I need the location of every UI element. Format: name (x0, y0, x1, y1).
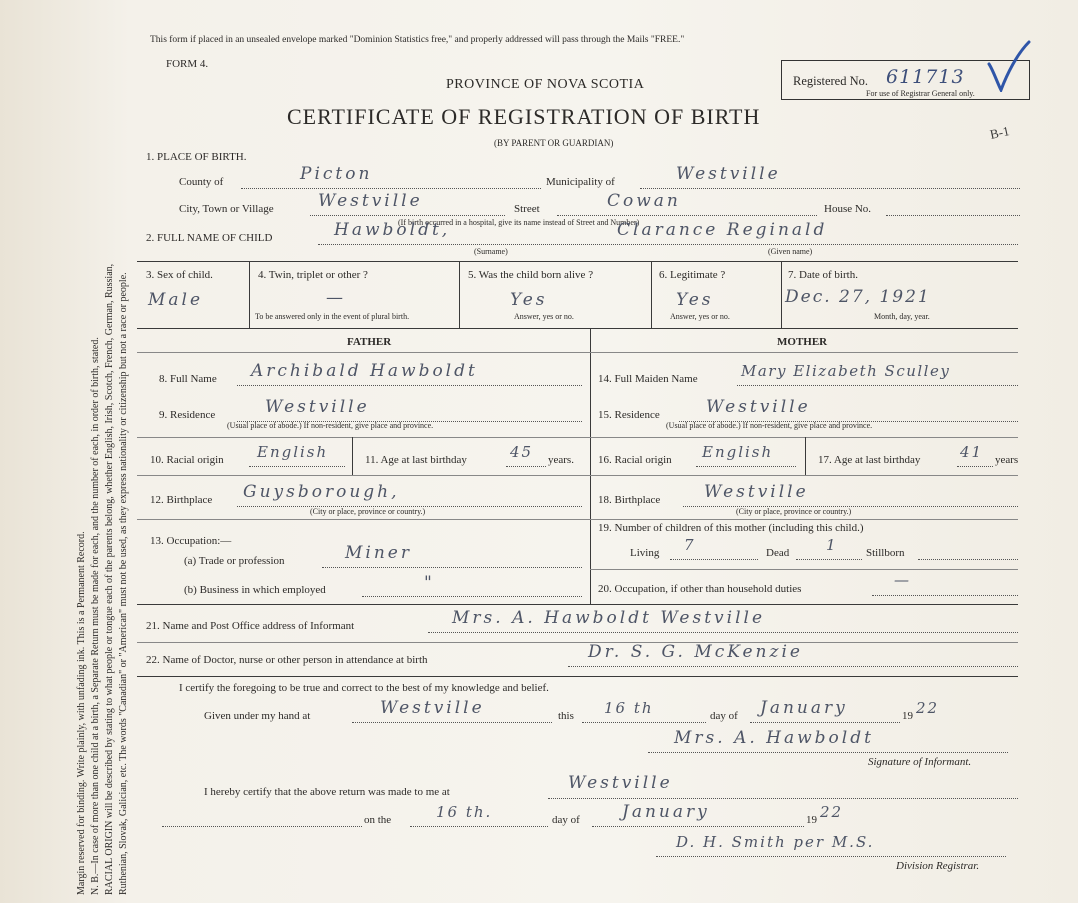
trade-value: Miner (345, 543, 412, 563)
twin-note: To be answered only in the event of plural birth. (255, 312, 410, 321)
date-of-birth-label: 7. Date of birth. (788, 269, 858, 281)
dead-label: Dead (766, 547, 790, 559)
sex-label: 3. Sex of child. (146, 269, 213, 281)
father-residence-note: (Usual place of abode.) If non-resident, give place and province. (227, 421, 434, 430)
mother-racial-value: English (702, 443, 774, 461)
father-age-label: 11. Age at last birthday (365, 454, 467, 466)
registered-number: 611713 (886, 66, 965, 88)
house-label: House No. (824, 203, 872, 215)
father-years-label: years. (548, 454, 574, 466)
mother-residence-note: (Usual place of abode.) If non-resident, give place and province. (666, 421, 873, 430)
alive-note: Answer, yes or no. (514, 312, 574, 321)
given-year-value: 22 (916, 699, 940, 717)
living-label: Living (630, 547, 660, 559)
twin-value: — (326, 288, 346, 308)
child-surname: Hawboldt, (334, 220, 451, 240)
given-month-value: January (760, 698, 848, 718)
mother-age-label: 17. Age at last birthday (818, 454, 921, 466)
father-birthplace-label: 12. Birthplace (150, 494, 213, 506)
business-value: " (424, 573, 435, 593)
mother-residence-value: Westville (706, 397, 811, 417)
informant-signature-caption: Signature of Informant. (868, 756, 972, 768)
father-residence-label: 9. Residence (159, 409, 216, 421)
form-number: FORM 4. (166, 58, 209, 70)
registrar-day-of-label: day of (552, 814, 580, 826)
mother-years-label: years (995, 454, 1019, 466)
mother-occupation-label: 20. Occupation, if other than household duties (598, 583, 802, 595)
father-name-label: 8. Full Name (159, 373, 217, 385)
stillborn-label: Stillborn (866, 547, 905, 559)
father-birthplace-note: (City or place, province or country.) (310, 507, 426, 516)
registrar-year-value: 22 (820, 803, 844, 821)
margin-note-1: Margin reserved for binding. Write plainly, with unfading ink. This is a Permanent Record. (76, 531, 87, 895)
registrar-signature-caption: Division Registrar. (896, 860, 980, 872)
father-occupation-label: 13. Occupation:— (150, 535, 232, 547)
mother-name-label: 14. Full Maiden Name (598, 373, 698, 385)
registered-label: Registered No. (793, 74, 868, 88)
child-name-label: 2. FULL NAME OF CHILD (146, 232, 273, 244)
registrar-certify-label: I hereby certify that the above return was made to me at (204, 786, 450, 798)
page-title: CERTIFICATE OF REGISTRATION OF BIRTH (287, 104, 761, 129)
informant-signature: Mrs. A. Hawboldt (674, 728, 874, 748)
date-of-birth-value: Dec. 27, 1921 (785, 287, 931, 307)
margin-note-2: N. B.—In case of more than one child at a birth, a Separate Return must be made for each, and the number of each, in order of birth, stated. (90, 337, 101, 895)
city-value: Westville (318, 191, 423, 211)
hospital-note: (If birth occurred in a hospital, give its name instead of Street and Number) (398, 218, 640, 227)
father-name-value: Archibald Hawboldt (251, 361, 478, 381)
surname-caption: (Surname) (474, 247, 508, 256)
given-year-prefix: 19 (902, 710, 913, 722)
registrar-signature: D. H. Smith per M.S. (676, 833, 875, 851)
doctor-label: 22. Name of Doctor, nurse or other person in attendance at birth (146, 654, 428, 666)
municipality-label: Municipality of (546, 176, 615, 188)
given-day-of-label: day of (710, 710, 738, 722)
given-day-value: 16 th (604, 699, 654, 717)
registrar-month-value: January (622, 802, 710, 822)
given-place-value: Westville (380, 698, 485, 718)
trade-label: (a) Trade or profession (184, 555, 285, 567)
mother-name-value: Mary Elizabeth Sculley (741, 362, 951, 380)
mother-birthplace-label: 18. Birthplace (598, 494, 661, 506)
mother-residence-label: 15. Residence (598, 409, 660, 421)
certification-statement: I certify the foregoing to be true and correct to the best of my knowledge and belief. (179, 682, 549, 694)
mother-occupation-value: — (894, 571, 911, 589)
father-age-value: 45 (510, 443, 534, 461)
informant-value: Mrs. A. Hawboldt Westville (452, 608, 766, 628)
street-label: Street (514, 203, 540, 215)
page-subtitle: (BY PARENT OR GUARDIAN) (494, 138, 614, 148)
margin-note-4: Ruthenian, Slovak, Galician, etc. The words "Canadian" or "American" must not be used, as they express nationality or citizenship but not a race or people. (118, 272, 129, 895)
twin-label: 4. Twin, triplet or other ? (258, 269, 368, 281)
children-count-label: 19. Number of children of this mother (including this child.) (598, 522, 864, 534)
father-heading: FATHER (347, 336, 392, 348)
on-the-label: on the (364, 814, 392, 826)
province-heading: PROVINCE OF NOVA SCOTIA (446, 77, 645, 92)
alive-value: Yes (510, 290, 548, 310)
doctor-value: Dr. S. G. McKenzie (588, 642, 803, 662)
date-of-birth-note: Month, day, year. (874, 312, 930, 321)
given-under-label: Given under my hand at (204, 710, 311, 722)
legitimate-value: Yes (676, 290, 714, 310)
city-label: City, Town or Village (179, 203, 274, 215)
legitimate-label: 6. Legitimate ? (659, 269, 726, 281)
father-residence-value: Westville (265, 397, 370, 417)
child-given-name: Clarance Reginald (617, 220, 828, 240)
county-label: County of (179, 176, 224, 188)
mother-birthplace-note: (City or place, province or country.) (736, 507, 852, 516)
father-racial-label: 10. Racial origin (150, 454, 224, 466)
place-of-birth-heading: 1. PLACE OF BIRTH. (146, 151, 247, 163)
registrar-day-value: 16 th. (436, 803, 493, 821)
this-label: this (558, 710, 574, 722)
business-label: (b) Business in which employed (184, 584, 326, 596)
legitimate-note: Answer, yes or no. (670, 312, 730, 321)
sex-value: Male (148, 290, 204, 310)
margin-note-3: RACIAL ORIGIN will be described by stating to what people or tongue each of the parents belong, whether English, Irish, Scotch, French, German, Russian, (104, 263, 115, 895)
postal-note: This form if placed in an unsealed envelope marked "Dominion Statistics free," and properly addressed will pass through the Mails "FREE." (150, 35, 685, 45)
mother-heading: MOTHER (777, 336, 828, 348)
registrar-year-prefix: 19 (806, 814, 817, 826)
living-value: 7 (684, 536, 696, 554)
father-racial-value: English (257, 443, 329, 461)
registrar-note: For use of Registrar General only. (866, 89, 975, 98)
registrar-place-value: Westville (568, 773, 673, 793)
mother-racial-label: 16. Racial origin (598, 454, 672, 466)
check-mark-icon (985, 40, 1031, 92)
given-caption: (Given name) (768, 247, 813, 256)
corner-mark: B-1 (988, 123, 1011, 142)
municipality-value: Westville (676, 164, 781, 184)
father-birthplace-value: Guysborough, (243, 482, 400, 502)
mother-age-value: 41 (960, 443, 984, 461)
alive-label: 5. Was the child born alive ? (468, 269, 594, 281)
informant-label: 21. Name and Post Office address of Informant (146, 620, 355, 632)
dead-value: 1 (826, 536, 838, 554)
street-value: Cowan (607, 191, 681, 211)
mother-birthplace-value: Westville (704, 482, 809, 502)
county-value: Picton (300, 164, 373, 184)
